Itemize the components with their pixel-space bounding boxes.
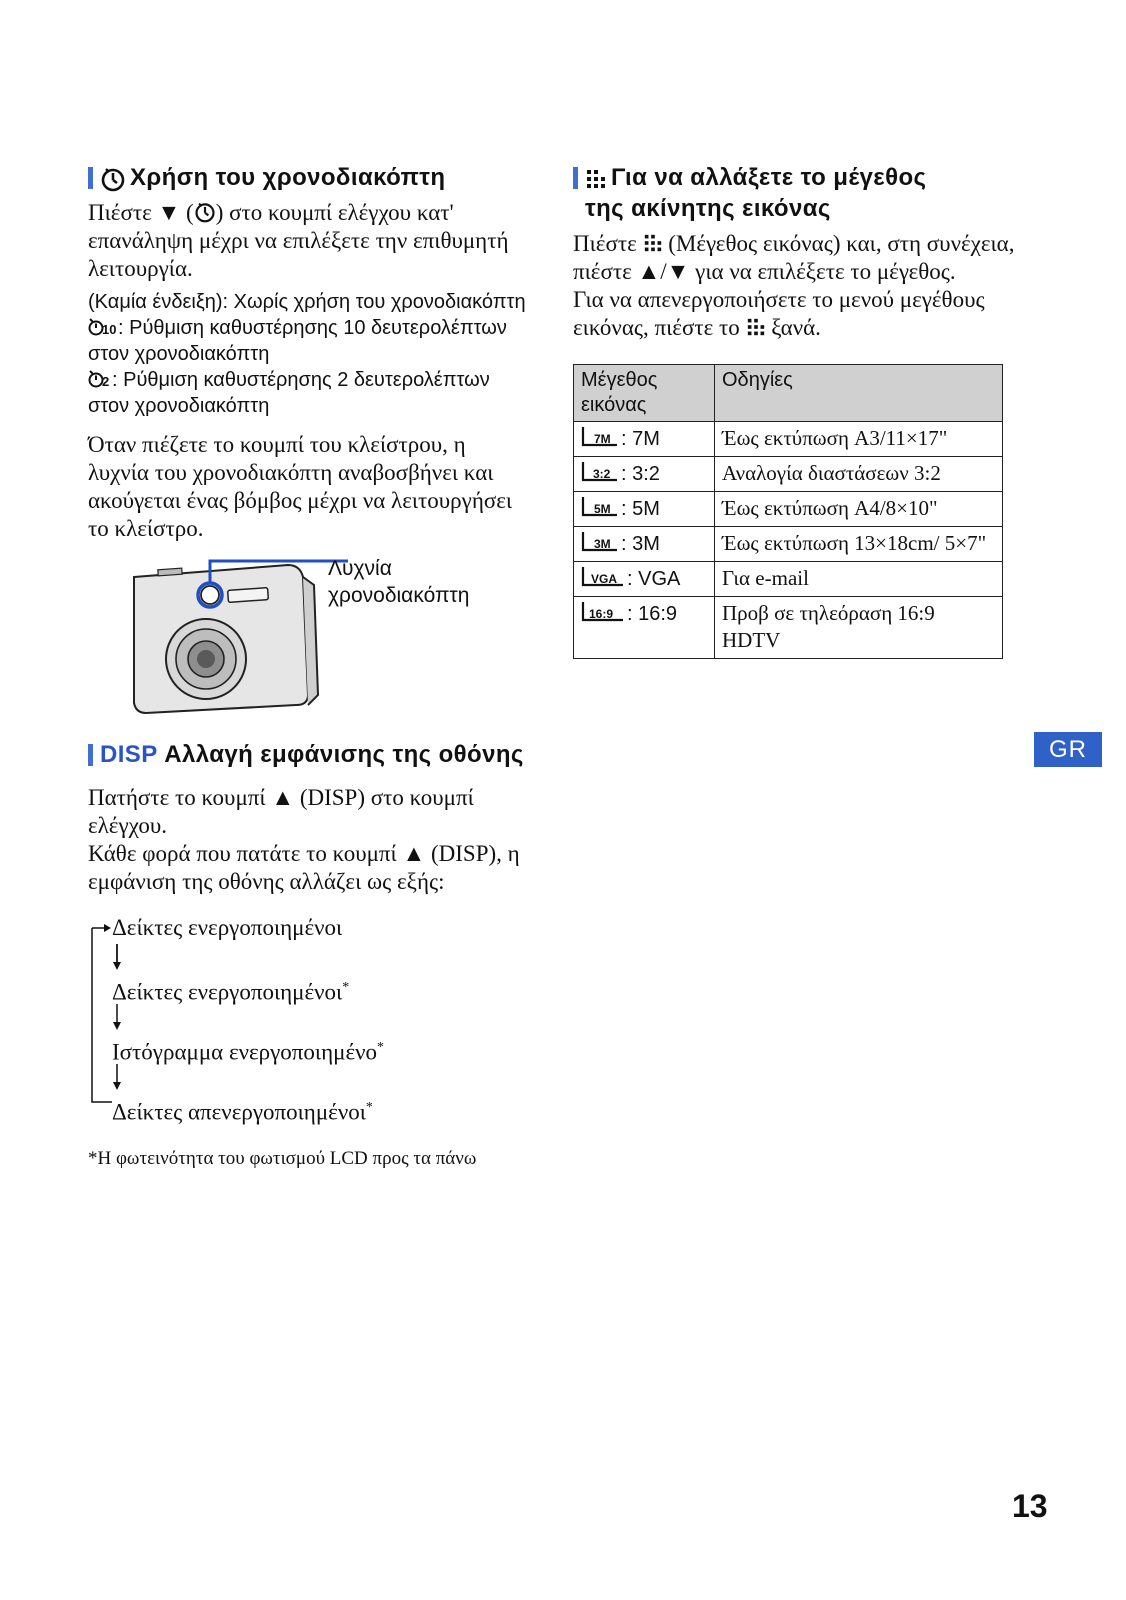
- table-row: [574, 527, 1003, 562]
- size-label: : 3:2: [621, 463, 660, 485]
- flow-step-1-text: Δείκτες ενεργοποιημένοι: [112, 915, 343, 940]
- footnote: *Η φωτεινότητα του φωτισμού LCD προς τα πάνω: [88, 1148, 477, 1169]
- right-column: [573, 162, 1025, 659]
- table-row: [574, 597, 1003, 659]
- image-size-para2-start: Για να απενεργοποιήσετε το μενού μεγέθους εικόνας, πιέστε το: [573, 287, 985, 340]
- guidance-cell: Προβ σε τηλεόραση 16:9 HDTV: [715, 597, 1003, 659]
- image-size-heading-line2: της ακίνητης εικόνας: [585, 195, 831, 222]
- guidance-cell: Έως εκτύπωση A3/11×17": [715, 422, 1003, 457]
- guidance-cell: Για e-mail: [715, 562, 1003, 597]
- image-size-icon: [585, 168, 607, 190]
- size-3m-icon: [581, 530, 619, 554]
- size-cell: [574, 457, 715, 492]
- camera-illustration: [118, 555, 348, 725]
- image-size-para1-start: Πιέστε: [573, 231, 637, 256]
- table-row: [574, 562, 1003, 597]
- timer-heading: [88, 162, 528, 193]
- svg-text:3:2: 3:2: [593, 467, 611, 481]
- image-size-heading-line1: Για να αλλάξετε το μέγεθος: [611, 164, 927, 191]
- flow-step-3: [112, 1034, 384, 1067]
- heading-bar: [88, 744, 93, 766]
- flow-step-2-text: Δείκτες ενεργοποιημένοι: [112, 979, 343, 1005]
- language-tab: GR: [1034, 732, 1102, 767]
- camera-illustration-area: [88, 555, 528, 725]
- size-5m-icon: [581, 495, 619, 519]
- page-number: 13: [1012, 1488, 1048, 1524]
- size-label: : 7M: [621, 428, 660, 450]
- table-header-row: [574, 365, 1003, 422]
- image-size-para1-end: (Μέγεθος εικόνας) και, στη συνέχεια, πιέστε ▲/▼ για να επιλέξετε το μέγεθος.: [573, 231, 1015, 284]
- image-size-para2-end: ξανά.: [771, 315, 821, 340]
- size-cell: [574, 597, 715, 659]
- svg-text:5M: 5M: [594, 502, 611, 516]
- timer-option-10s: [88, 315, 528, 367]
- image-size-heading: [573, 162, 1025, 224]
- svg-text:7M: 7M: [594, 432, 611, 446]
- guidance-cell: Αναλογία διαστάσεων 3:2: [715, 457, 1003, 492]
- disp-heading-text: Αλλαγή εμφάνισης της οθόνης: [164, 741, 524, 768]
- self-timer-icon: [194, 201, 216, 223]
- svg-text:10: 10: [102, 322, 117, 337]
- size-16-9-icon: [581, 600, 625, 624]
- timer-option-none: (Καμία ένδειξη): Χωρίς χρήση του χρονοδιακόπτη: [88, 291, 526, 313]
- size-label: : 16:9: [627, 603, 678, 625]
- svg-text:2: 2: [102, 374, 110, 389]
- svg-text:3M: 3M: [594, 537, 611, 551]
- footnote-marker: *: [342, 980, 350, 995]
- disp-label: DISP: [100, 741, 158, 768]
- size-label: : VGA: [627, 568, 681, 590]
- timer-10s-icon: [88, 317, 118, 337]
- image-size-icon: [746, 317, 766, 337]
- image-size-icon: [643, 233, 663, 253]
- flow-step-4: [112, 1094, 373, 1127]
- disp-paragraph-2: Κάθε φορά που πατάτε το κουμπί ▲ (DISP), η εμφάνιση της οθόνης αλλάζει ως εξής:: [88, 841, 520, 894]
- display-cycle-flow: [88, 914, 528, 1134]
- flow-step-4-text: Δείκτες απενεργοποιημένοι: [112, 1099, 366, 1125]
- table-row: [574, 492, 1003, 527]
- table-header-size: Μέγεθος εικόνας: [574, 365, 715, 422]
- heading-bar: [573, 167, 578, 189]
- image-size-paragraph-1: [573, 230, 1025, 286]
- timer-option-10s-text: : Ρύθμιση καθυστέρησης 10 δευτερολέπτων στον χρονοδιακόπτη: [88, 317, 507, 365]
- table-header-guidance: Οδηγίες: [715, 365, 1003, 422]
- size-label: : 3M: [621, 533, 660, 555]
- image-size-table: [573, 364, 1003, 659]
- size-cell: [574, 422, 715, 457]
- size-3-2-icon: [581, 460, 619, 484]
- timer-options: [88, 289, 528, 419]
- timer-heading-text: Χρήση του χρονοδιακόπτη: [130, 164, 446, 191]
- timer-instruction-part2: ) στο κουμπί ελέγχου κατ' επανάληψη μέχρι να επιλέξετε την επιθυμητή λειτουργία.: [88, 200, 509, 281]
- down-arrow-icon: [110, 1064, 124, 1092]
- timer-instruction: [88, 199, 528, 283]
- size-label: : 5M: [621, 498, 660, 520]
- flow-step-1: [112, 914, 342, 942]
- timer-option-2s-text: : Ρύθμιση καθυστέρησης 2 δευτερολέπτων στον χρονοδιακόπτη: [88, 369, 490, 417]
- heading-bar: [88, 167, 93, 189]
- timer-paragraph: Όταν πιέζετε το κουμπί του κλείστρου, η λυχνία του χρονοδιακόπτη αναβοσβήνει και ακούγεται ένας βόμβος μέχρι να λειτουργήσει το κλείστρο.: [88, 432, 513, 541]
- svg-text:16:9: 16:9: [589, 607, 614, 621]
- size-vga-icon: [581, 565, 625, 589]
- left-column: [88, 162, 528, 1190]
- svg-text:VGA: VGA: [591, 572, 618, 586]
- guidance-cell: Έως εκτύπωση A4/8×10": [715, 492, 1003, 527]
- size-cell: [574, 527, 715, 562]
- footnote-marker: *: [365, 1100, 373, 1115]
- flow-step-3-text: Ιστόγραμμα ενεργοποιημένο: [112, 1039, 378, 1065]
- down-arrow-icon: [110, 1004, 124, 1032]
- image-size-paragraph-2: [573, 286, 1025, 342]
- table-row: [574, 422, 1003, 457]
- disp-paragraph-1: Πατήστε το κουμπί ▲ (DISP) στο κουμπί ελέγχου.: [88, 785, 474, 838]
- table-row: [574, 457, 1003, 492]
- down-arrow-icon: [110, 944, 124, 972]
- timer-option-2s: [88, 367, 528, 419]
- self-timer-icon: [100, 166, 126, 192]
- footnote-marker: *: [377, 1040, 385, 1055]
- size-cell: [574, 562, 715, 597]
- size-7m-icon: [581, 425, 619, 449]
- disp-heading: [88, 739, 528, 770]
- timer-2s-icon: [88, 369, 112, 389]
- guidance-cell: Έως εκτύπωση 13×18cm/ 5×7": [715, 527, 1003, 562]
- timer-instruction-part1: Πιέστε ▼ (: [88, 200, 194, 225]
- size-cell: [574, 492, 715, 527]
- timer-lamp-label: Λυχνία χρονοδιακόπτη: [328, 557, 470, 607]
- flow-step-2: [112, 974, 349, 1007]
